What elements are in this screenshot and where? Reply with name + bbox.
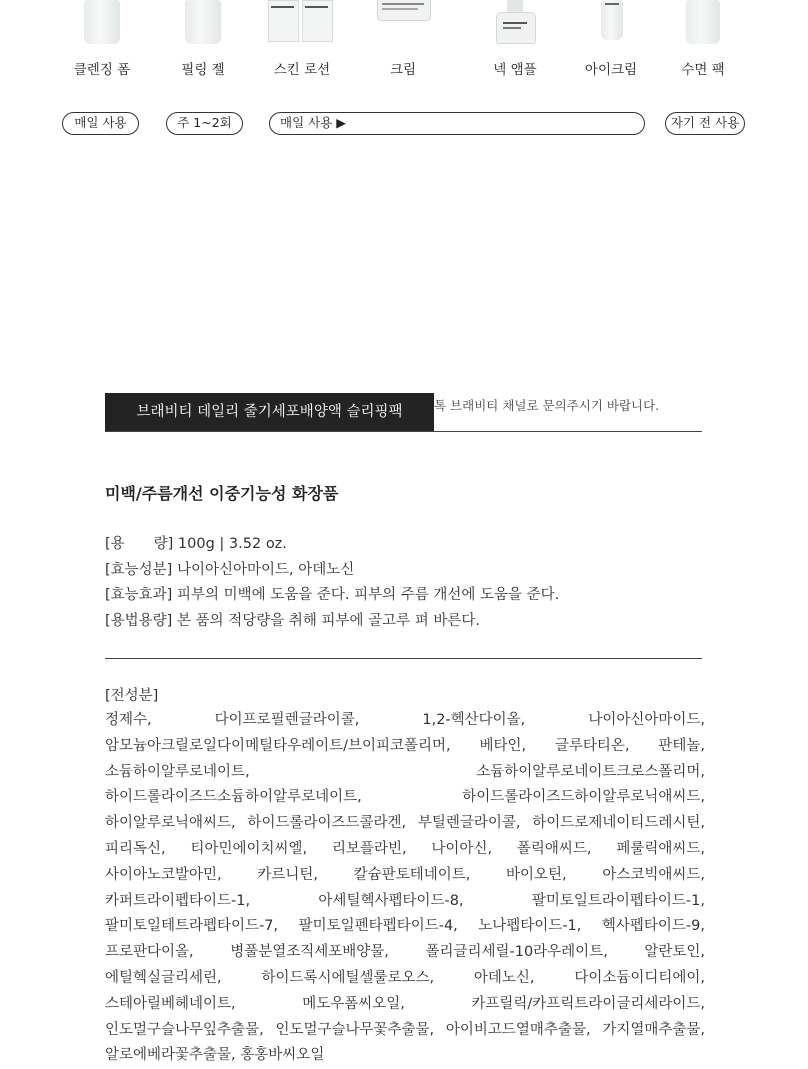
usage-daily-range-bar: 매일 사용 ▶: [269, 112, 645, 135]
product-label: 클렌징 폼: [73, 62, 131, 78]
product-routine-strip: [0, 0, 808, 80]
spec-volume: [용 량] 100g | 3.52 oz.: [105, 536, 287, 552]
product-category-heading: 미백/주름개선 이중기능성 화장품: [105, 484, 339, 503]
eye-cream-tube-icon: [571, 0, 651, 48]
product-sleeping-pack: [663, 0, 743, 78]
product-label: 수면 팩: [681, 62, 725, 78]
product-label: 크림: [389, 62, 417, 78]
neck-ampoule-bottle-icon: [475, 0, 555, 48]
cleansing-foam-tube-icon: [62, 0, 142, 48]
divider: [105, 658, 702, 659]
peeling-gel-tube-icon: [163, 0, 243, 48]
sleeping-pack-tube-icon: [663, 0, 743, 48]
product-eye-cream: [571, 0, 651, 78]
product-neck-ampoule: [475, 0, 555, 78]
product-name-tab: 브래비티 데일리 줄기세포배양액 슬리핑팩: [105, 393, 434, 432]
skin-lotion-bottles-icon: [262, 0, 342, 48]
product-label: 스킨 로션: [273, 62, 331, 78]
product-cleansing-foam: [62, 0, 142, 78]
product-label: 아이크림: [584, 62, 638, 78]
ingredients-title: [전성분]: [105, 688, 159, 704]
cream-jar-icon: [363, 0, 443, 48]
product-label: 필링 젤: [181, 62, 225, 78]
spec-active-ingredients: [효능성분] 나이아신아마이드, 아데노신: [105, 561, 355, 578]
inquiry-notice: 톡 브래비티 채널로 문의주시기 바랍니다.: [434, 398, 660, 413]
usage-before-sleep-badge: 자기 전 사용: [665, 112, 745, 135]
usage-weekly-badge: 주 1~2회: [166, 112, 243, 135]
ingredients-list: 정제수, 다이프로필렌글라이콜, 1,2-헥산다이올, 나이아신아마이드, 암모늄아크릴로일다이메틸타우레이트/브이피코폴리머, 베타인, 글루타티온, 판테놀, 소듐하이알루로네이트, 소듐하이알루로네이트크로스폴리머, 하이드롤라이즈드소듐하이알루로네이트, 하이드롤라이즈드하이알루로닉애씨드, 하이알루로닉애씨드, 하이드롤라이즈드콜라겐, 부틸렌글라이콜, 하이드로제네이티드레시틴, 피리독신, 티아민에이치씨엘, 리보플라빈, 나이아신, 폴릭애씨드, 페룰릭애씨드, 사이아노코발아민, 카르니틴, 칼슘판토테네이트, 바이오틴, 아스코빅애씨드, 카퍼트라이펩타이드-1, 아세틸헥사펩타이드-8, 팔미토일트라이펩타이드-1, 팔미토일테트라펩타이드-7, 팔미토일펜타펩타이드-4, 노나펩타이드-1, 헥사펩타이드-9, 프로판다이올, 병풀분열조직세포배양물, 폴리글리세릴-10라우레이트, 알란토인, 에틸헥실글리세린, 하이드록시에틸셀룰로오스, 아데노신, 다이소듐이디티에이, 스테아릴베헤네이트, 메도우폼씨오일, 카프릴릭/카프릭트라이글리세라이드, 인도멀구슬나무잎추출물, 인도멀구슬나무꽃추출물, 아이비고드열매추출물, 가지열매추출물, 알로에베라꽃추출물, 홍홍바씨오일: [105, 712, 705, 1064]
product-label: 넥 앰플: [493, 62, 537, 78]
product-specs: [105, 533, 559, 635]
divider: [105, 431, 702, 432]
product-cream: [363, 0, 443, 78]
usage-daily-badge: 매일 사용: [62, 112, 139, 135]
spec-effects: [효능효과] 피부의 미백에 도움을 준다. 피부의 주름 개선에 도움을 준다.: [105, 587, 560, 603]
product-skin-lotion: [262, 0, 342, 78]
product-peeling-gel: [163, 0, 243, 78]
spec-usage: [용법용량] 본 품의 적당량을 취해 피부에 골고루 펴 바른다.: [105, 612, 480, 629]
